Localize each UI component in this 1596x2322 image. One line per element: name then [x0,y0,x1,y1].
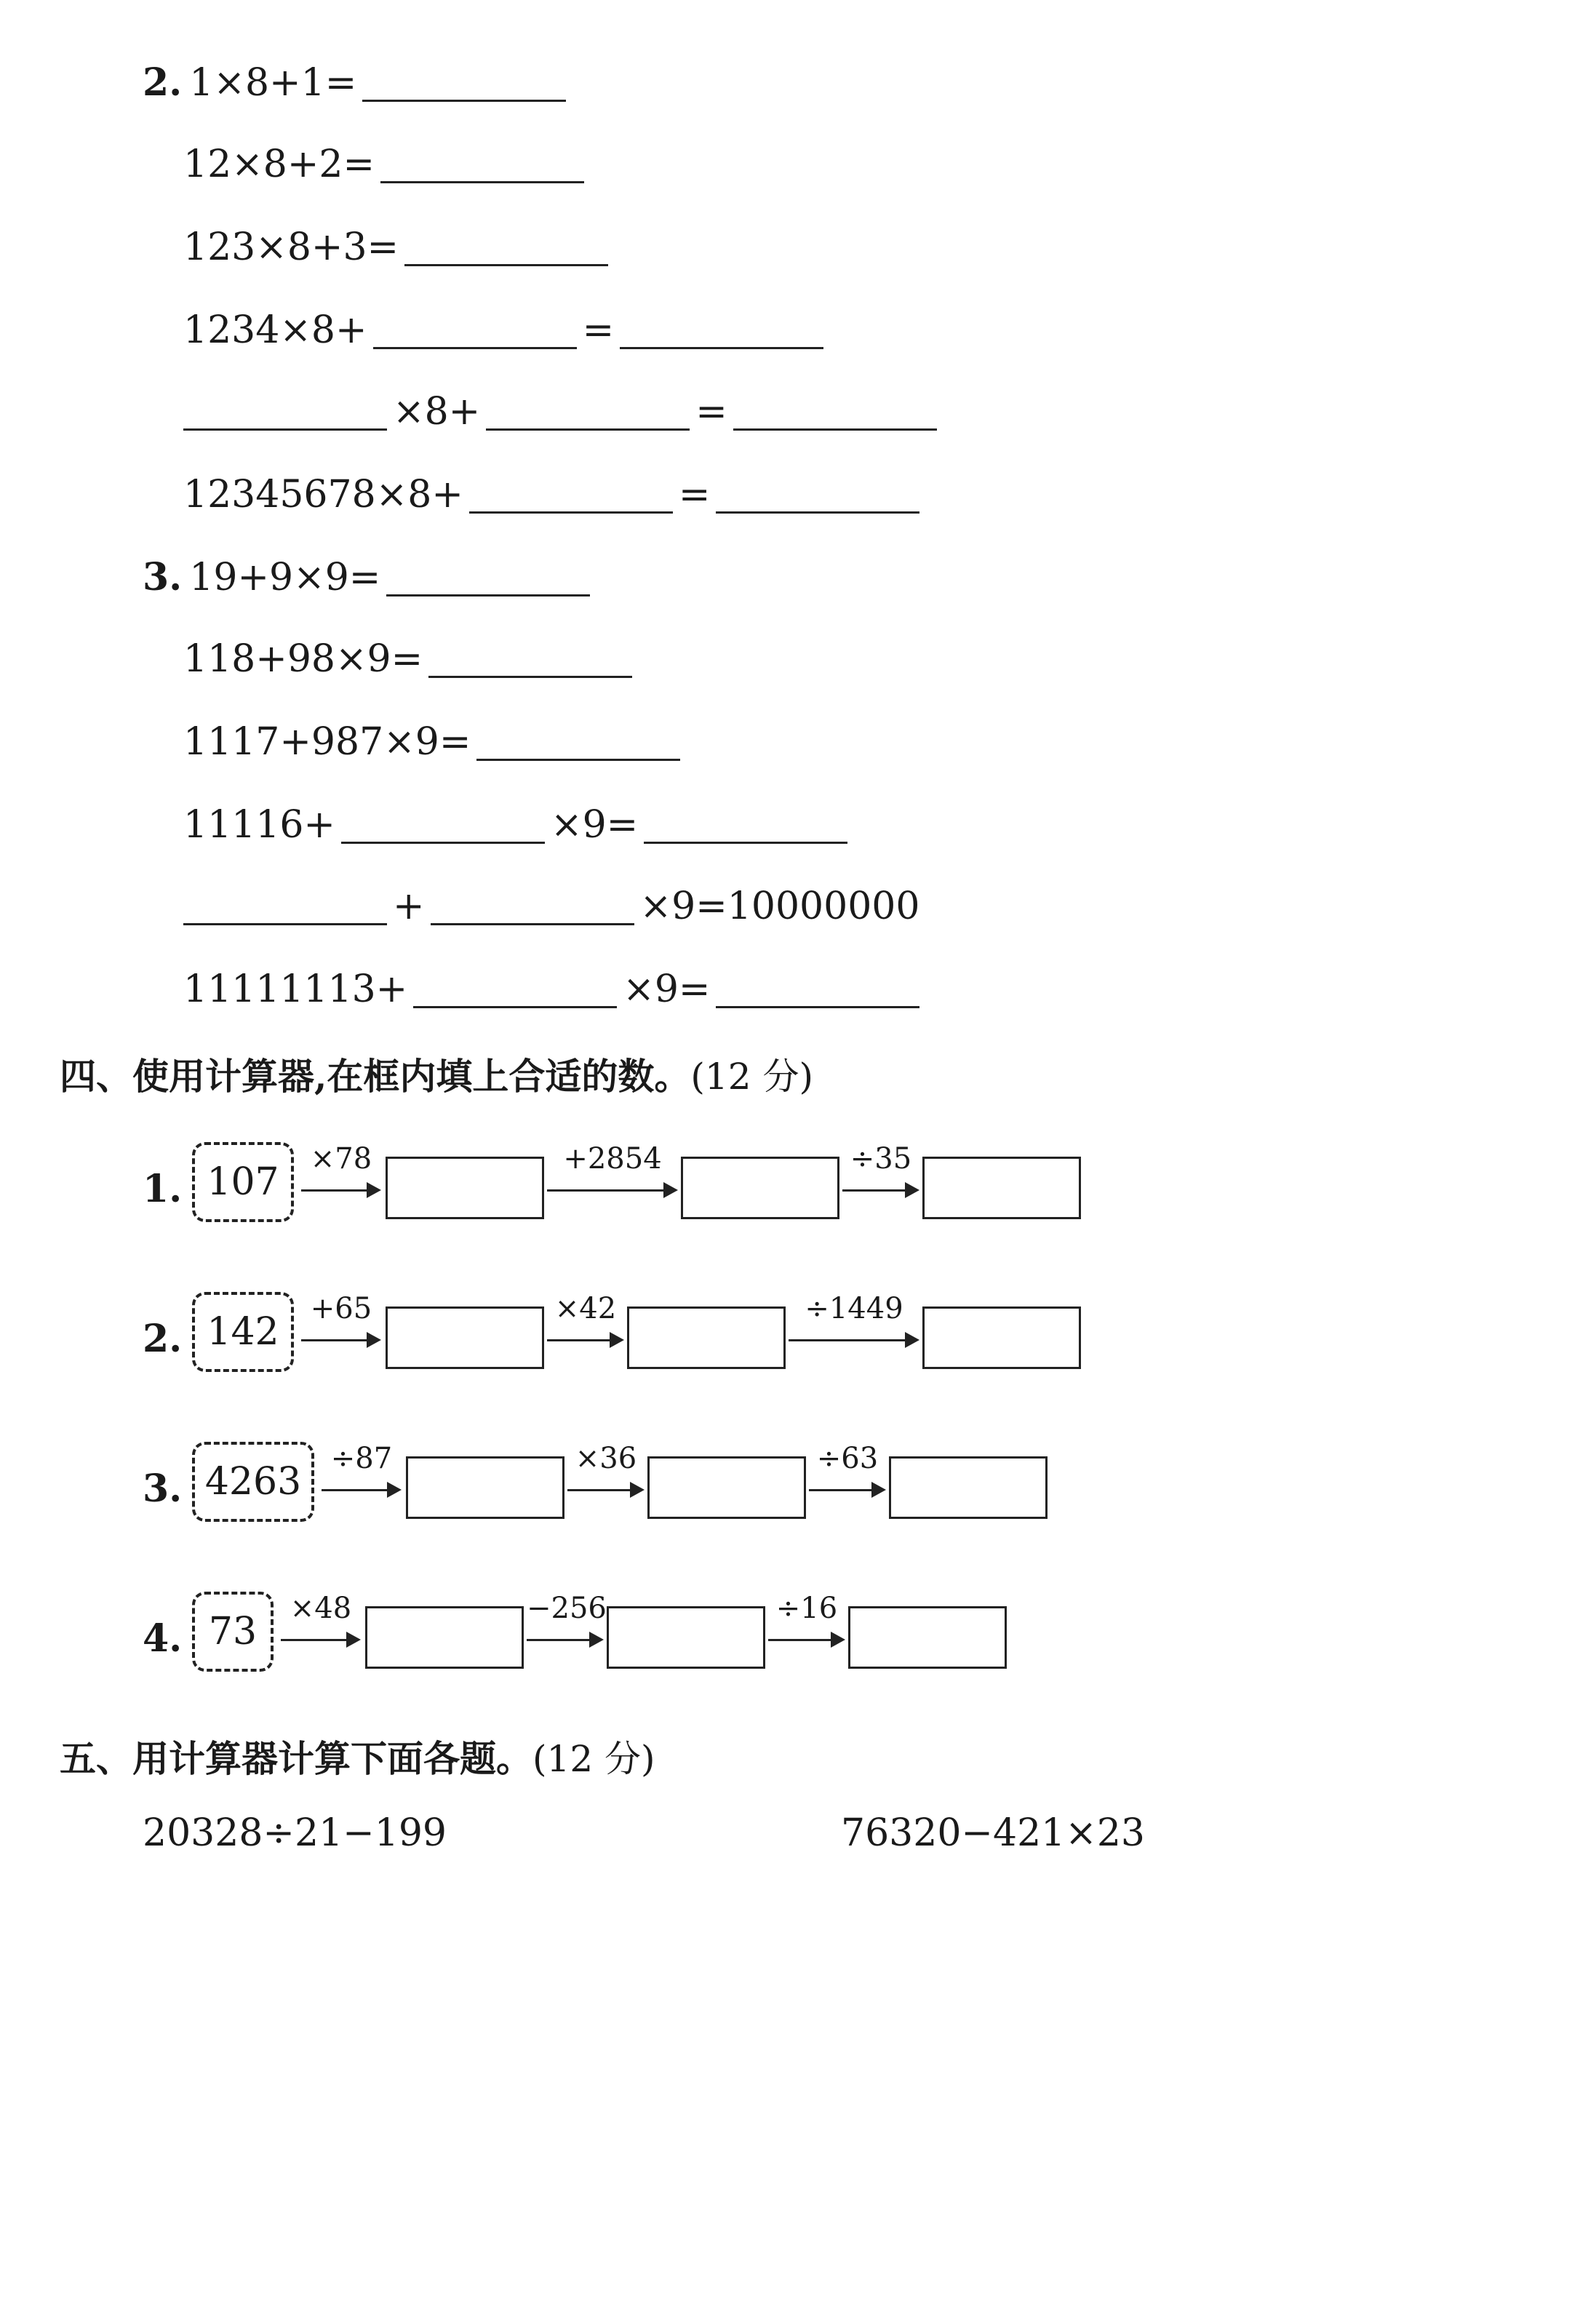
operation-label: ×42 [554,1292,617,1325]
calc-chain-4 [143,1584,1088,1686]
arrow-head-icon [589,1632,604,1648]
arrow-head-icon [905,1332,919,1348]
operation-arrow [809,1435,886,1536]
answer-blank[interactable] [341,801,545,844]
answer-blank[interactable] [413,965,617,1008]
expression: ×9=10000000 [639,885,920,928]
expression: 11111113+ [183,967,408,1011]
q3-line-3 [183,703,686,764]
chain-number: 1. [143,1167,183,1211]
expression: 11116+ [183,803,335,847]
answer-box[interactable] [647,1456,806,1519]
operation-label: ÷87 [330,1442,393,1475]
operation-label: ÷63 [816,1442,879,1475]
q3-line-2 [183,620,638,681]
q3-line-1 [143,538,596,597]
q2-line-1 [143,44,572,105]
operation-label: ×36 [575,1442,637,1475]
q3-line-4 [183,786,853,847]
chain-number: 3. [143,1467,183,1511]
operation-arrow [322,1435,402,1536]
answer-box[interactable] [607,1606,765,1669]
answer-blank[interactable] [733,388,937,431]
section-4-heading [60,1048,813,1100]
answer-blank[interactable] [620,306,823,349]
answer-box[interactable] [386,1157,544,1219]
arrow-head-icon [610,1332,624,1348]
calc-problem-1: 20328÷21−199 [143,1811,447,1855]
answer-box[interactable] [627,1306,786,1369]
answer-blank[interactable] [644,801,847,844]
operation-label: ×48 [290,1592,352,1625]
expression: ×9= [623,967,711,1011]
expression: ×8+ [393,390,481,434]
answer-blank[interactable] [716,965,919,1008]
equals-sign: = [678,473,711,516]
operation-label: −256 [527,1592,607,1625]
question-number: 3. [143,555,183,599]
answer-blank[interactable] [476,718,680,761]
answer-blank[interactable] [469,471,673,514]
answer-blank[interactable] [386,554,590,597]
q2-line-2 [183,125,590,186]
answer-blank[interactable] [183,388,387,431]
answer-box[interactable] [681,1157,839,1219]
arrow-head-icon [367,1332,381,1348]
arrow-head-icon [663,1182,678,1198]
start-value-box: 4263 [192,1442,314,1522]
calc-chain-1 [143,1135,1088,1237]
operation-arrow [301,1135,381,1237]
chain-number: 2. [143,1317,183,1361]
arrow-head-icon [387,1482,402,1498]
answer-blank[interactable] [428,635,632,678]
arrow-head-icon [346,1632,361,1648]
arrow-head-icon [905,1182,919,1198]
chain-number: 4. [143,1616,183,1661]
expression: 123×8+3= [183,226,399,269]
q2-line-6 [183,455,925,514]
arrow-head-icon [630,1482,645,1498]
answer-box[interactable] [848,1606,1007,1669]
operation-label: +65 [310,1292,372,1325]
start-value-box: 107 [192,1142,294,1222]
arrow-head-icon [871,1482,886,1498]
answer-box[interactable] [922,1157,1081,1219]
question-number: 2. [143,60,183,105]
expression: 19+9×9= [189,556,381,599]
q3-line-6 [183,950,925,1011]
calc-chain-3 [143,1435,1088,1536]
operation-arrow [768,1584,845,1686]
q2-line-5 [183,372,943,434]
operation-arrow [547,1285,624,1387]
answer-blank[interactable] [362,59,566,102]
expression: 1117+987×9= [183,720,471,764]
operation-arrow [842,1135,919,1237]
answer-box[interactable] [406,1456,564,1519]
q3-line-5 [183,867,920,928]
operation-arrow [301,1285,381,1387]
q2-line-4 [183,291,829,352]
expression: 1×8+1= [189,61,357,105]
equals-sign: = [582,308,615,352]
answer-box[interactable] [365,1606,524,1669]
arrow-head-icon [831,1632,845,1648]
answer-box[interactable] [922,1306,1081,1369]
section-title: 四、使用计算器,在框内填上合适的数。 [60,1055,691,1098]
calc-problem-2: 76320−421×23 [841,1811,1145,1855]
operation-label: ÷16 [775,1592,838,1625]
answer-blank[interactable] [183,882,387,925]
section-5-heading [60,1730,655,1782]
calc-chain-2 [143,1285,1088,1387]
answer-box[interactable] [889,1456,1048,1519]
start-value-box: 73 [192,1592,274,1672]
expression: ×9= [551,803,639,847]
section-title: 五、用计算器计算下面各题。 [60,1737,532,1780]
operation-arrow [527,1584,607,1686]
expression: 12345678×8+ [183,473,463,516]
answer-blank[interactable] [431,882,634,925]
expression: 118+98×9= [183,637,423,681]
answer-blank[interactable] [380,140,584,183]
operation-label: ÷35 [850,1142,912,1176]
answer-blank[interactable] [404,223,608,266]
expression: 1234×8+ [183,308,367,352]
operation-arrow [789,1285,919,1387]
section-points: (12 分) [690,1056,813,1098]
section-points: (12 分) [532,1738,655,1780]
operation-label: +2854 [563,1142,662,1176]
answer-blank[interactable] [716,471,919,514]
arrow-head-icon [367,1182,381,1198]
q2-line-3 [183,208,614,269]
operation-arrow [547,1135,678,1237]
equals-sign: = [695,390,727,434]
start-value-box: 142 [192,1292,294,1372]
expression: 12×8+2= [183,143,375,186]
plus-sign: + [393,885,425,928]
answer-blank[interactable] [373,306,577,349]
answer-blank[interactable] [486,388,690,431]
answer-box[interactable] [386,1306,544,1369]
operation-label: ×78 [310,1142,372,1176]
operation-arrow [567,1435,645,1536]
operation-arrow [281,1584,361,1686]
operation-label: ÷1449 [805,1292,903,1325]
